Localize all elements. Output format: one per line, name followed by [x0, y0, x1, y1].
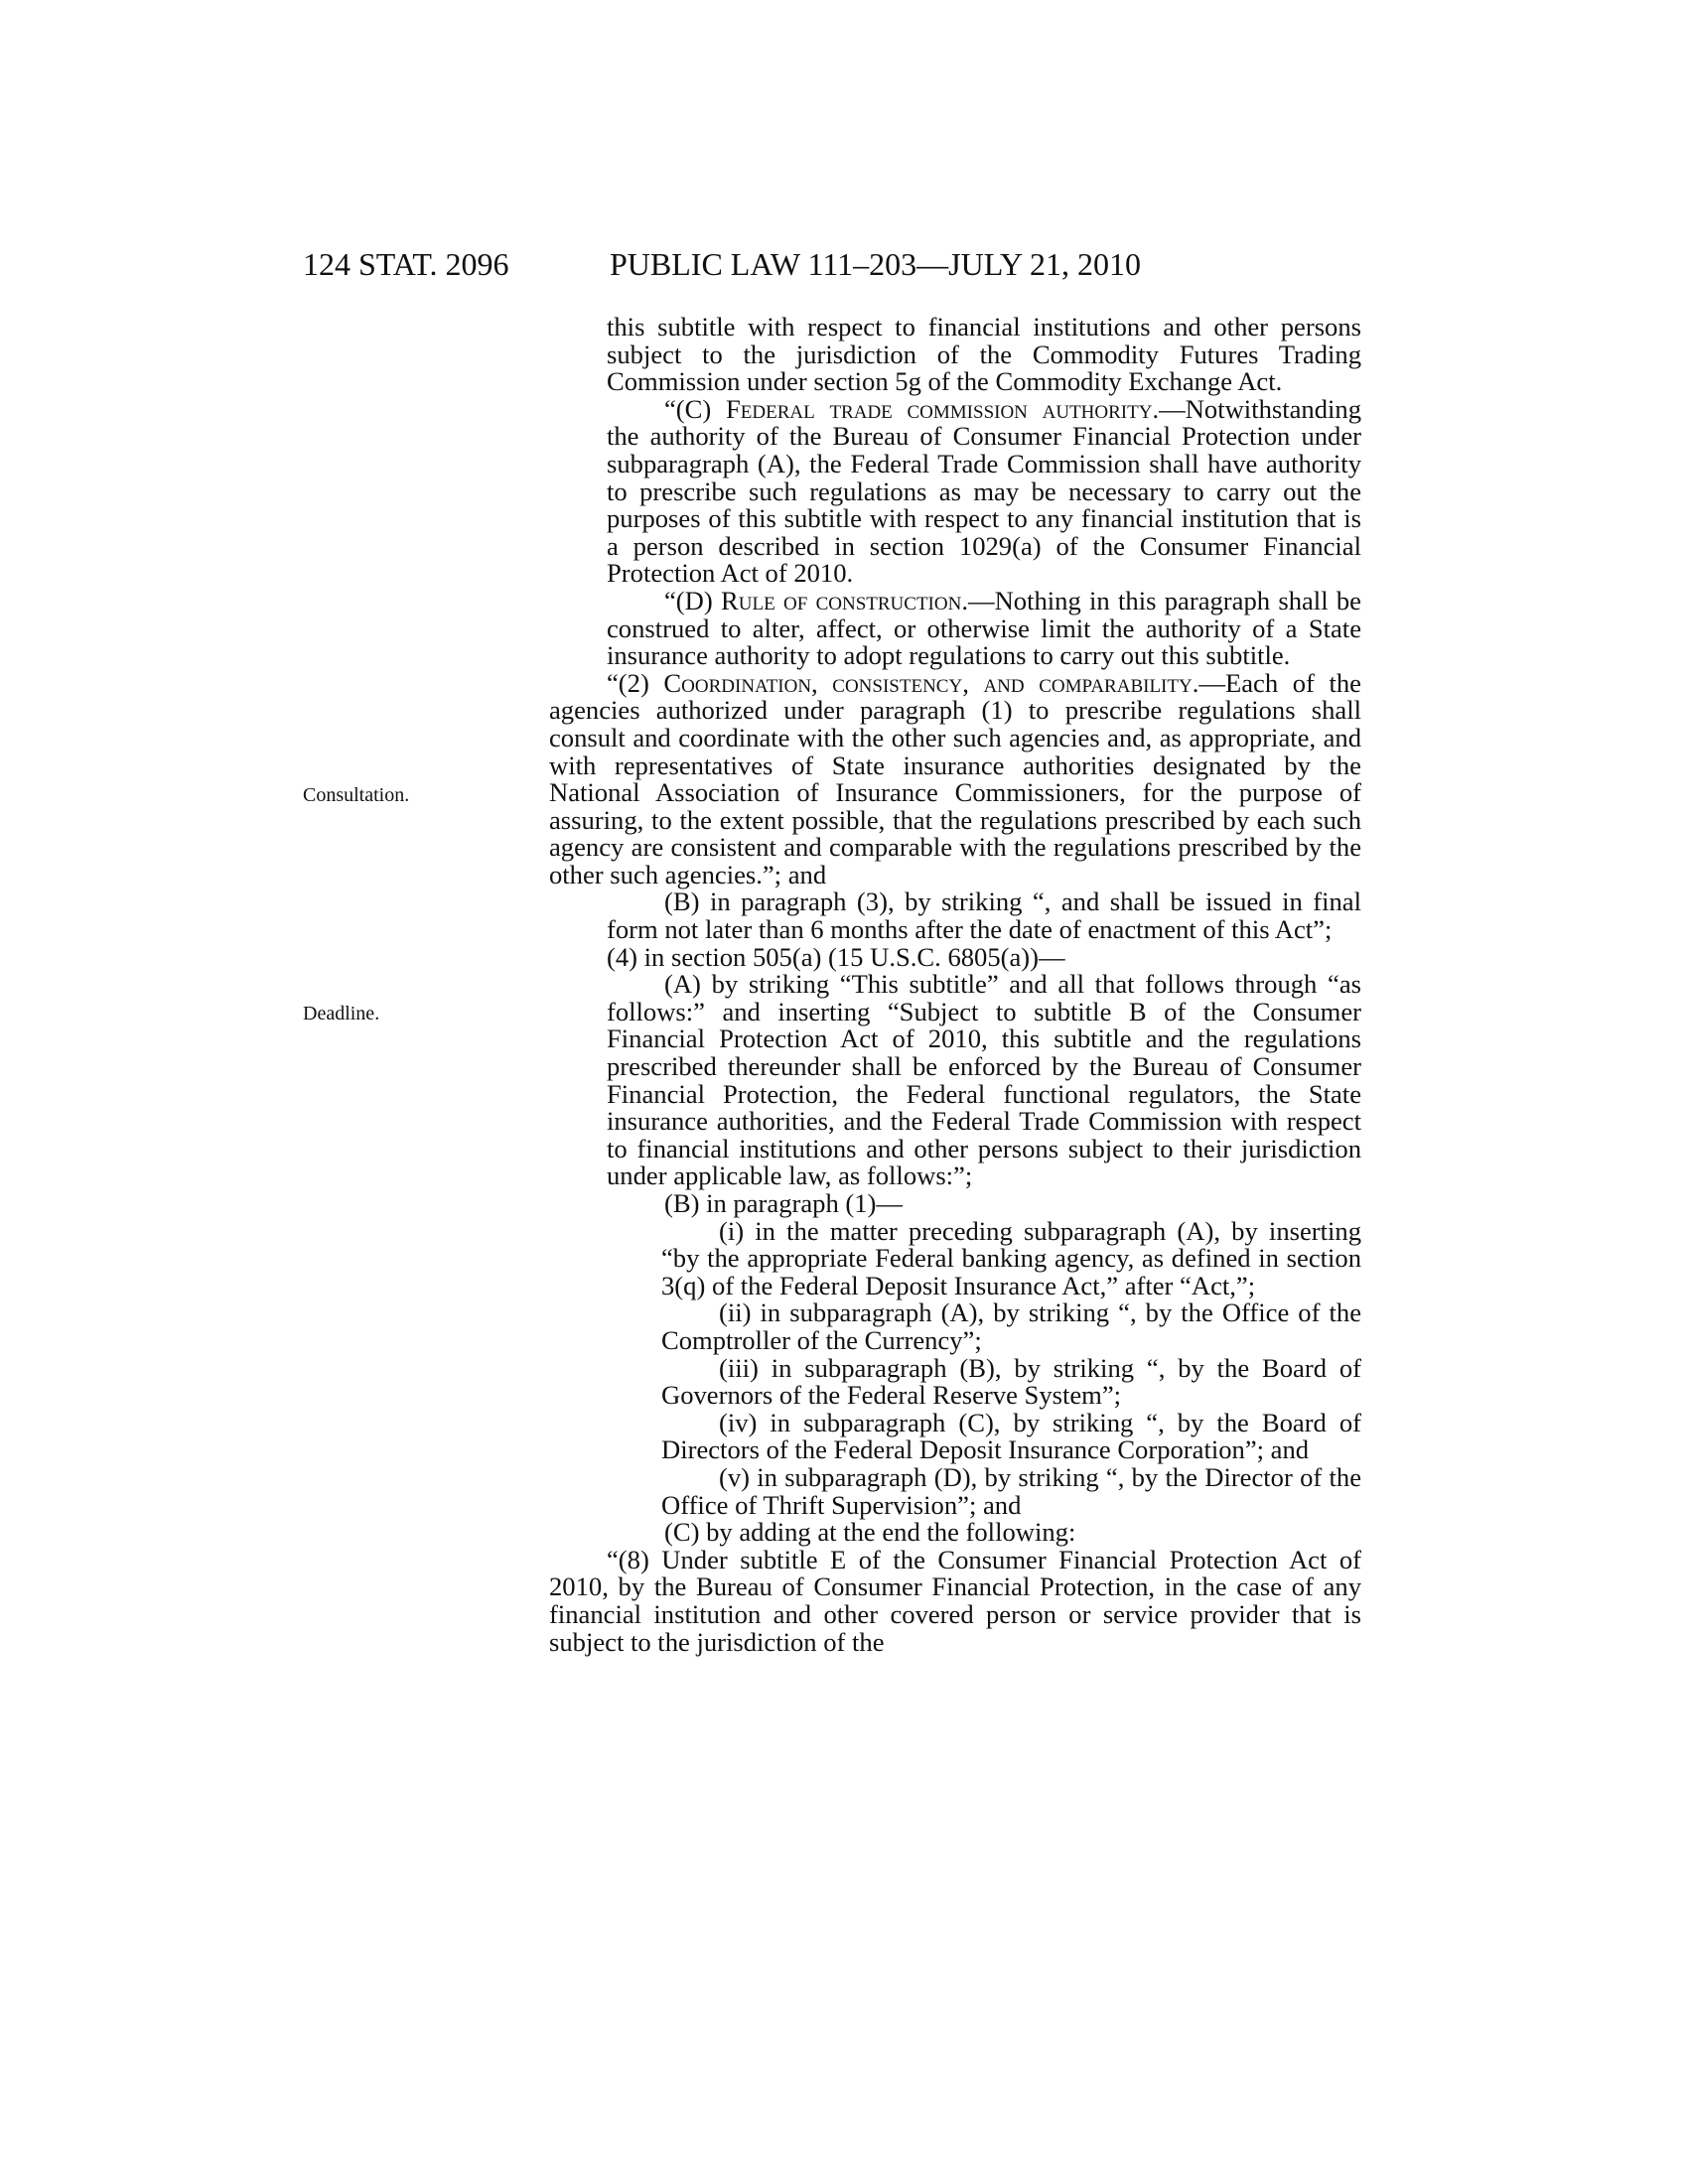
paragraph-heading: Federal trade commission authority: [725, 393, 1153, 424]
paragraph-heading: Coordination, consistency, and comparability: [663, 667, 1193, 698]
paragraph-text: .—Each of the agencies authorized under paragraph (1) to prescribe regulations shall consult and coordinate with the other such agencies and, as appropriate, and with representatives of State insurance authorities designated by the National Association of Insurance Commissioners, for the purpose of assuring, to the extent possible, that the regulations prescribed by each such agency are consistent and comparable with the regulations prescribed by the other such agencies.”; and: [549, 667, 1361, 889]
paragraph-amendment-a: (A) by striking “This subtitle” and all that follows through “as follows:” and inserting “Subject to subtitle B of the Consumer Financial Protection Act of 2010, this subtitle and the regulations prescribed thereunder shall be enforced by the Bureau of Consumer Financial Protection, the Federal functional regulators, the State insurance authorities, and the Federal Trade Commission with respect to financial institutions and other persons subject to their jurisdiction under applicable law, as follows:”;: [607, 969, 1361, 1191]
paragraph-rule-of-construction: [549, 585, 1361, 671]
clause-ii: (ii) in subparagraph (A), by striking “, by the Office of the Comptroller of the Currency”;: [661, 1297, 1361, 1355]
paragraph-amendment-b-1: (B) in paragraph (1)—: [664, 1188, 903, 1218]
paragraph-label: “(D): [664, 585, 722, 615]
page-citation: 124 STAT. 2096: [303, 246, 509, 282]
paragraph-label: “(2): [607, 667, 664, 698]
paragraph-coordination: [549, 667, 1361, 889]
paragraph-continuation: this subtitle with respect to financial institutions and other persons subject to the jurisdiction of the Commodity Futures Trading Commission under section 5g of the Commodity Exchange Act.: [607, 312, 1361, 397]
paragraph-label: “(C): [664, 393, 726, 424]
margin-note-deadline: Deadline.: [303, 1003, 380, 1024]
paragraph-ftc-authority: [549, 393, 1361, 589]
paragraph-text: .—Notwithstanding the authority of the Bureau of Consumer Financial Protection under subparagraph (A), the Federal Trade Commission shall have authority to prescribe such regulations as may be necessary to carry out the purposes of this subtitle with respect to any financial institution that is a person described in section 1029(a) of the Consumer Financial Protection Act of 2010.: [607, 393, 1361, 589]
paragraph-amendment-b: (B) in paragraph (3), by striking “, and shall be issued in final form not later than 6 months after the date of enactment of this Act”;: [607, 887, 1361, 945]
paragraph-inserted-8: “(8) Under subtitle E of the Consumer Financial Protection Act of 2010, by the Bureau of Consumer Financial Protection, in the case of any financial institution and other covered person or service provider that is subject to the jurisdiction of the: [549, 1544, 1361, 1657]
paragraph-text: .—Nothing in this paragraph shall be construed to alter, affect, or otherwise limit the authority of a State insurance authority to adopt regulations to carry out this subtitle.: [607, 585, 1361, 671]
paragraph-amendment-4: (4) in section 505(a) (15 U.S.C. 6805(a))—: [607, 941, 1065, 972]
clause-iii: (iii) in subparagraph (B), by striking “, by the Board of Governors of the Federal Reserve System”;: [661, 1352, 1361, 1411]
running-head: PUBLIC LAW 111–203—JULY 21, 2010: [610, 246, 1141, 282]
paragraph-amendment-c: (C) by adding at the end the following:: [664, 1517, 1076, 1548]
paragraph-heading: Rule of construction: [721, 585, 962, 615]
clause-iv: (iv) in subparagraph (C), by striking “, by the Board of Directors of the Federal Deposit Insurance Corporation”; and: [661, 1407, 1361, 1465]
clause-i: (i) in the matter preceding subparagraph (A), by inserting “by the appropriate Federal banking agency, as defined in section 3(q) of the Federal Deposit Insurance Act,” after “Act,”;: [661, 1215, 1361, 1300]
clause-v: (v) in subparagraph (D), by striking “, by the Director of the Office of Thrift Supervision”; and: [661, 1461, 1361, 1520]
body-text: [549, 314, 1361, 1656]
margin-note-consultation: Consultation.: [303, 784, 410, 806]
